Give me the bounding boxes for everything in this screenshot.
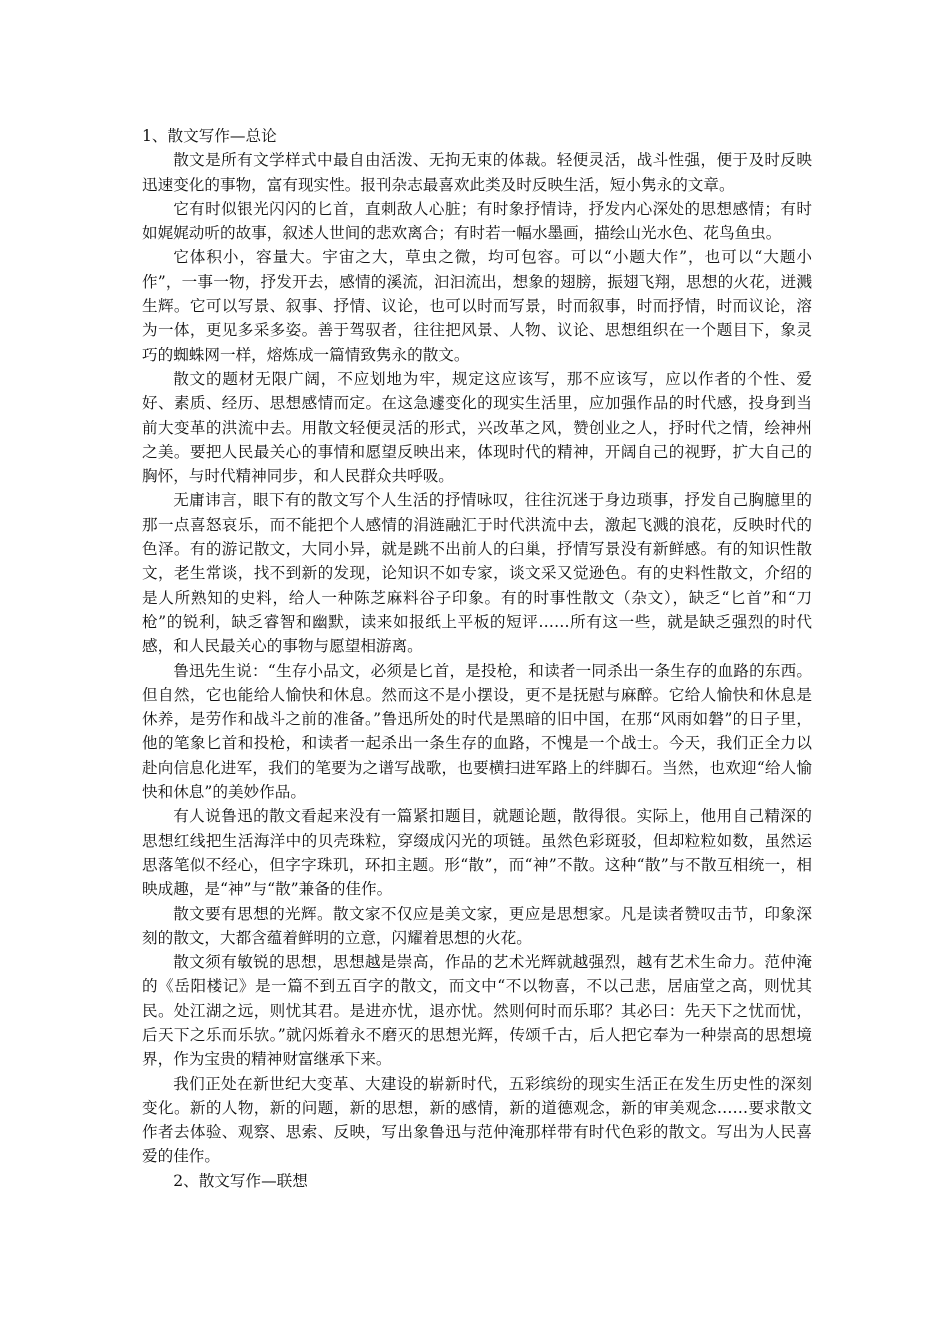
paragraph: 散文是所有文学样式中最自由活泼、无拘无束的体裁。轻便灵活，战斗性强，便于及时反映迅速变化的事物，富有现实性。报刊杂志最喜欢此类及时反映生活，短小隽永的文章。 <box>142 151 812 194</box>
paragraph: 散文须有敏锐的思想，思想越是崇高，作品的艺术光辉就越强烈，越有艺术生命力。范仲淹的《岳阳楼记》是一篇不到五百字的散文，而文中“不以物喜，不以己悲，居庙堂之高，则忧其民。处江湖之远，则忧其君。是进亦忧，退亦忧。然则何时而乐耶？其必曰：先天下之忧而忧，后天下之乐而乐欤。”就闪烁着永不磨灭的思想光辉，传颂千古，后人把它奉为一种崇高的思想境界，作为宝贵的精神财富继承下来。 <box>142 953 812 1069</box>
paragraph: 鲁迅先生说：“生存小品文，必须是匕首，是投枪，和读者一同杀出一条生存的血路的东西。但自然，它也能给人愉快和休息。然而这不是小摆设，更不是抚慰与麻醉。它给人愉快和休息是休养，是劳作和战斗之前的准备。”鲁迅所处的时代是黑暗的旧中国，在那“风雨如磐”的日子里，他的笔象匕首和投枪，和读者一起杀出一条生存的血路，不愧是一个战士。今天，我们正全力以赴向信息化进军，我们的笔要为之谱写战歌，也要横扫进军路上的绊脚石。当然，也欢迎“给人愉快和休息”的美妙作品。 <box>142 661 812 802</box>
paragraph: 有人说鲁迅的散文看起来没有一篇紧扣题目，就题论题，散得很。实际上，他用自己精深的思想红线把生活海洋中的贝壳珠粒，穿缀成闪光的项链。虽然色彩斑驳，但却粒粒如数，虽然运思落笔似不经心，但字字珠玑，环扣主题。形“散”，而“神”不散。这种“散”与不散互相统一，相映成趣，是“神”与“散”兼备的佳作。 <box>142 807 812 899</box>
document-body <box>142 124 812 1193</box>
paragraph: 散文的题材无限广阔，不应划地为牢，规定这应该写，那不应该写，应以作者的个性、爱好、素质、经历、思想感情而定。在这急遽变化的现实生活里，应加强作品的时代感，投身到当前大变革的洪流中去。用散文轻便灵活的形式，兴改革之风，赞创业之人，抒时代之情，绘神州之美。要把人民最关心的事情和愿望反映出来，体现时代的精神，开阔自己的视野，扩大自己的胸怀，与时代精神同步，和人民群众共呼吸。 <box>142 369 812 486</box>
section-heading-2: 2、散文写作—联想 <box>173 1171 308 1190</box>
paragraph: 它体积小，容量大。宇宙之大，草虫之微，均可包容。可以“小题大作”，也可以“大题小作”，一事一物，抒发开去，感情的溪流，汩汩流出，想象的翅膀，振翅飞翔，思想的火花，迸溅生辉。它可以写景、叙事、抒情、议论，也可以时而写景，时而叙事，时而抒情，时而议论，溶为一体，更见多采多姿。善于驾驭者，往往把风景、人物、议论、思想组织在一个题目下，象灵巧的蜘蛛网一样，熔炼成一篇情致隽永的散文。 <box>142 248 812 364</box>
paragraph: 它有时似银光闪闪的匕首，直刺敌人心脏；有时象抒情诗，抒发内心深处的思想感情；有时如娓娓动听的故事，叙述人世间的悲欢离合；有时若一幅水墨画，描绘山光水色、花鸟鱼虫。 <box>142 199 812 243</box>
paragraph: 我们正处在新世纪大变革、大建设的崭新时代，五彩缤纷的现实生活正在发生历史性的深刻变化。新的人物，新的问题，新的思想，新的感情，新的道德观念，新的审美观念……要求散文作者去体验、观察、思索、反映，写出象鲁迅与范仲淹那样带有时代色彩的散文。写出为人民喜爱的佳作。 <box>142 1074 812 1166</box>
section-heading-1: 1、散文写作—总论 <box>142 127 277 145</box>
paragraph: 散文要有思想的光辉。散文家不仅应是美文家，更应是思想家。凡是读者赞叹击节，印象深刻的散文，大都含蕴着鲜明的立意，闪耀着思想的火花。 <box>142 904 812 947</box>
paragraph: 无庸讳言，眼下有的散文写个人生活的抒情咏叹，往往沉迷于身边琐事，抒发自己胸臆里的那一点喜怒哀乐，而不能把个人感情的涓涟融汇于时代洪流中去，激起飞溅的浪花，反映时代的色泽。有的游记散文，大同小异，就是跳不出前人的臼巢，抒情写景没有新鲜感。有的知识性散文，老生常谈，找不到新的发现，论知识不如专家，谈文采又觉逊色。有的史料性散文，介绍的是人所熟知的史料，给人一种陈芝麻料谷子印象。有的时事性散文（杂文），缺乏“匕首”和“刀枪”的锐利，缺乏睿智和幽默，读来如报纸上平板的短评……所有这一些，就是缺乏强烈的时代感，和人民最关心的事物与愿望相游离。 <box>142 491 812 656</box>
